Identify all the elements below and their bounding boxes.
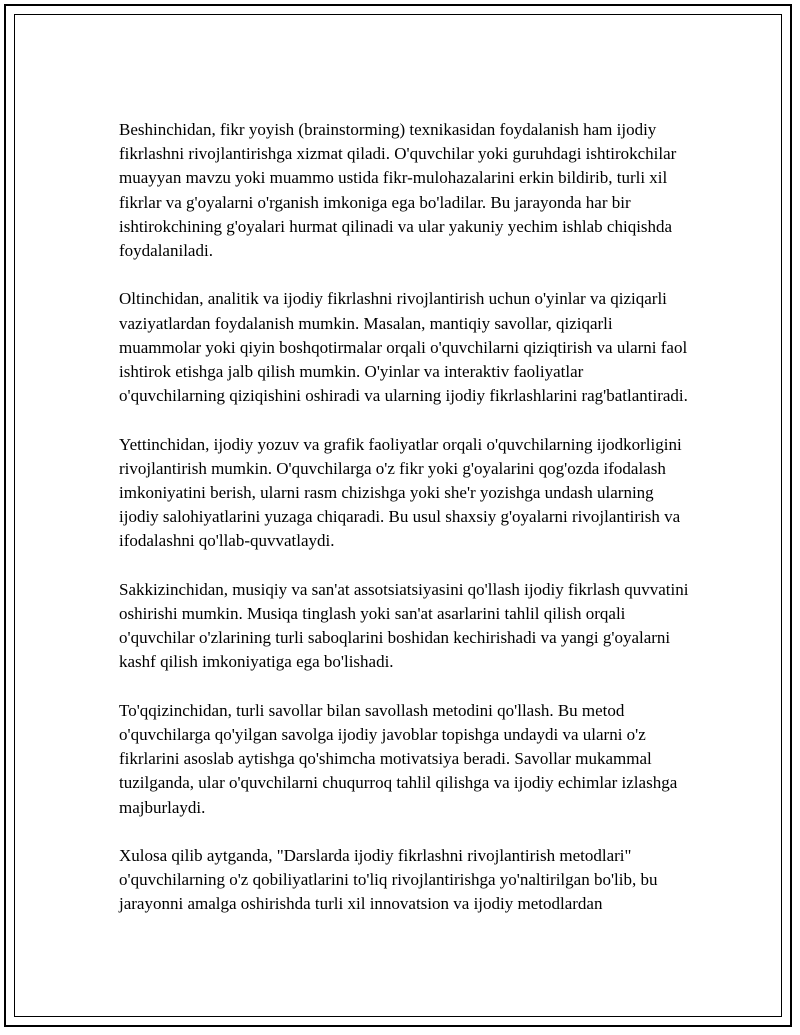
paragraph-xulosa: Xulosa qilib aytganda, "Darslarda ijodiy fikrlashni rivojlantirish metodlari" o'quvchilarning o'z qobiliyatlarini to'liq rivojlantirishga yo'naltirilgan bo'lib, bu jarayonni amalga oshirishda turli xil innovatsion va ijodiy metodlardan (119, 846, 658, 914)
paragraph-yettinchidan: Yettinchidan, ijodiy yozuv va grafik faoliyatlar orqali o'quvchilarning ijodkorligini rivojlantirish mumkin. O'quvchilarga o'z fikr yoki g'oyalarini qog'ozda ifodalash imkoniyatini berish, ularni rasm chizishga yoki she'r yozishga undash ularning ijodiy salohiyatlarini yuzaga chiqaradi. Bu usul shaxsiy g'oyalarni rivojlantirish va ifodalashni qo'llab-quvvatlaydi. (119, 434, 682, 551)
paragraph-beshinchidan: Beshinchidan, fikr yoyish (brainstorming) texnikasidan foydalanish ham ijodiy fikrlashni rivojlantirishga xizmat qiladi. O'quvchilar yoki guruhdagi ishtirokchilar muayyan mavzu yoki muammo ustida fikr-mulohazalarini erkin bildirib, turli xil fikrlar va g'oyalarni o'rganish imkoniga ega bo'ladilar. Bu jarayonda har bir ishtirokchining g'oyalari hurmat qilinadi va ular yakuniy yechim ishlab chiqishda foydalaniladi. (119, 120, 677, 261)
document-body (119, 118, 691, 941)
paragraph-sakkizinchidan: Sakkizinchidan, musiqiy va san'at assotsiatsiyasini qo'llash ijodiy fikrlash quvvatini oshirishi mumkin. Musiqa tinglash yoki san'at asarlarini tahlil qilish orqali o'quvchilar o'zlarining turli saboqlarini boshidan kechirishadi va yangi g'oyalarni kashf qilish imkoniyatiga ega bo'lishadi. (119, 579, 689, 672)
paragraph-toqqizinchidan: To'qqizinchidan, turli savollar bilan savollash metodini qo'llash. Bu metod o'quvchilarga qo'yilgan savolga ijodiy javoblar topishga undaydi va ularni o'z fikrlarini asoslab aytishga qo'shimcha motivatsiya beradi. Savollar mukammal tuzilganda, ular o'quvchilarni chuqurroq tahlil qilishga va ijodiy echimlar izlashga majburlaydi. (119, 700, 678, 817)
paragraph-oltinchidan: Oltinchidan, analitik va ijodiy fikrlashni rivojlantirish uchun o'yinlar va qiziqarli vaziyatlardan foydalanish mumkin. Masalan, mantiqiy savollar, qiziqarli muammolar yoki qiyin boshqotirmalar orqali o'quvchilarni qiziqtirish va ularni faol ishtirok etishga jalb qilish mumkin. O'yinlar va interaktiv faoliyatlar o'quvchilarning qiziqishini oshiradi va ularning ijodiy fikrlashlarini rag'batlantiradi. (119, 289, 688, 406)
